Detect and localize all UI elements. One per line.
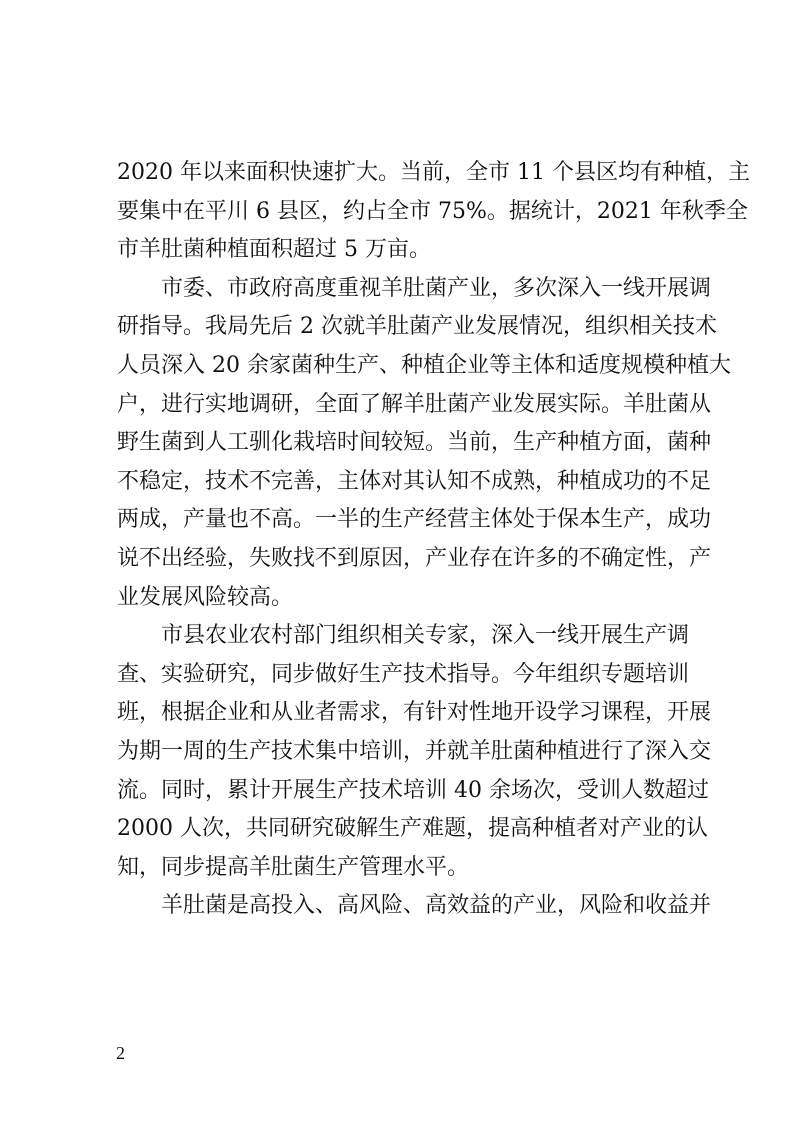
text-line: 查、实验研究，同步做好生产技术指导。今年组织专题培训 (117, 661, 690, 687)
text-line: 野生菌到人工驯化栽培时间较短。当前，生产种植方面，菌种 (117, 430, 712, 456)
text-line: 2000 人次，共同研究破解生产难题，提高种植者对产业的认 (117, 816, 708, 842)
text-line: 2020 年以来面积快速扩大。当前，全市 11 个县区均有种植，主 (117, 160, 750, 185)
text-line: 班，根据企业和从业者需求，有针对性地开设学习课程，开展 (117, 700, 712, 726)
body-text (117, 154, 750, 926)
text-line: 研指导。我局先后 2 次就羊肚菌产业发展情况，组织相关技术 (117, 314, 717, 340)
text-line: 流。同时，累计开展生产技术培训 40 余场次，受训人数超过 (117, 777, 709, 803)
text-line: 市县农业农村部门组织相关专家，深入一线开展生产调 (117, 623, 690, 649)
text-line: 户，进行实地调研，全面了解羊肚菌产业发展实际。羊肚菌从 (117, 391, 712, 417)
text-line: 市委、市政府高度重视羊肚菌产业，多次深入一线开展调 (117, 275, 712, 301)
text-line: 知，同步提高羊肚菌生产管理水平。 (117, 854, 470, 880)
text-line: 两成，产量也不高。一半的生产经营主体处于保本生产，成功 (117, 507, 712, 533)
text-line: 要集中在平川 6 县区，约占全市 75%。据统计，2021 年秋季全 (117, 198, 748, 224)
text-line: 人员深入 20 余家菌种生产、种植企业等主体和适度规模种植大 (117, 352, 731, 378)
text-line: 业发展风险较高。 (117, 584, 294, 610)
text-line: 羊肚菌是高投入、高风险、高效益的产业，风险和收益并 (117, 893, 712, 919)
text-line: 为期一周的生产技术集中培训，并就羊肚菌种植进行了深入交 (117, 738, 712, 764)
page-number: 2 (116, 1043, 125, 1063)
text-line: 说不出经验，失败找不到原因，产业存在许多的不确定性，产 (117, 545, 712, 571)
text-line: 不稳定，技术不完善，主体对其认知不成熟，种植成功的不足 (117, 468, 712, 494)
text-line: 市羊肚菌种植面积超过 5 万亩。 (117, 237, 431, 263)
